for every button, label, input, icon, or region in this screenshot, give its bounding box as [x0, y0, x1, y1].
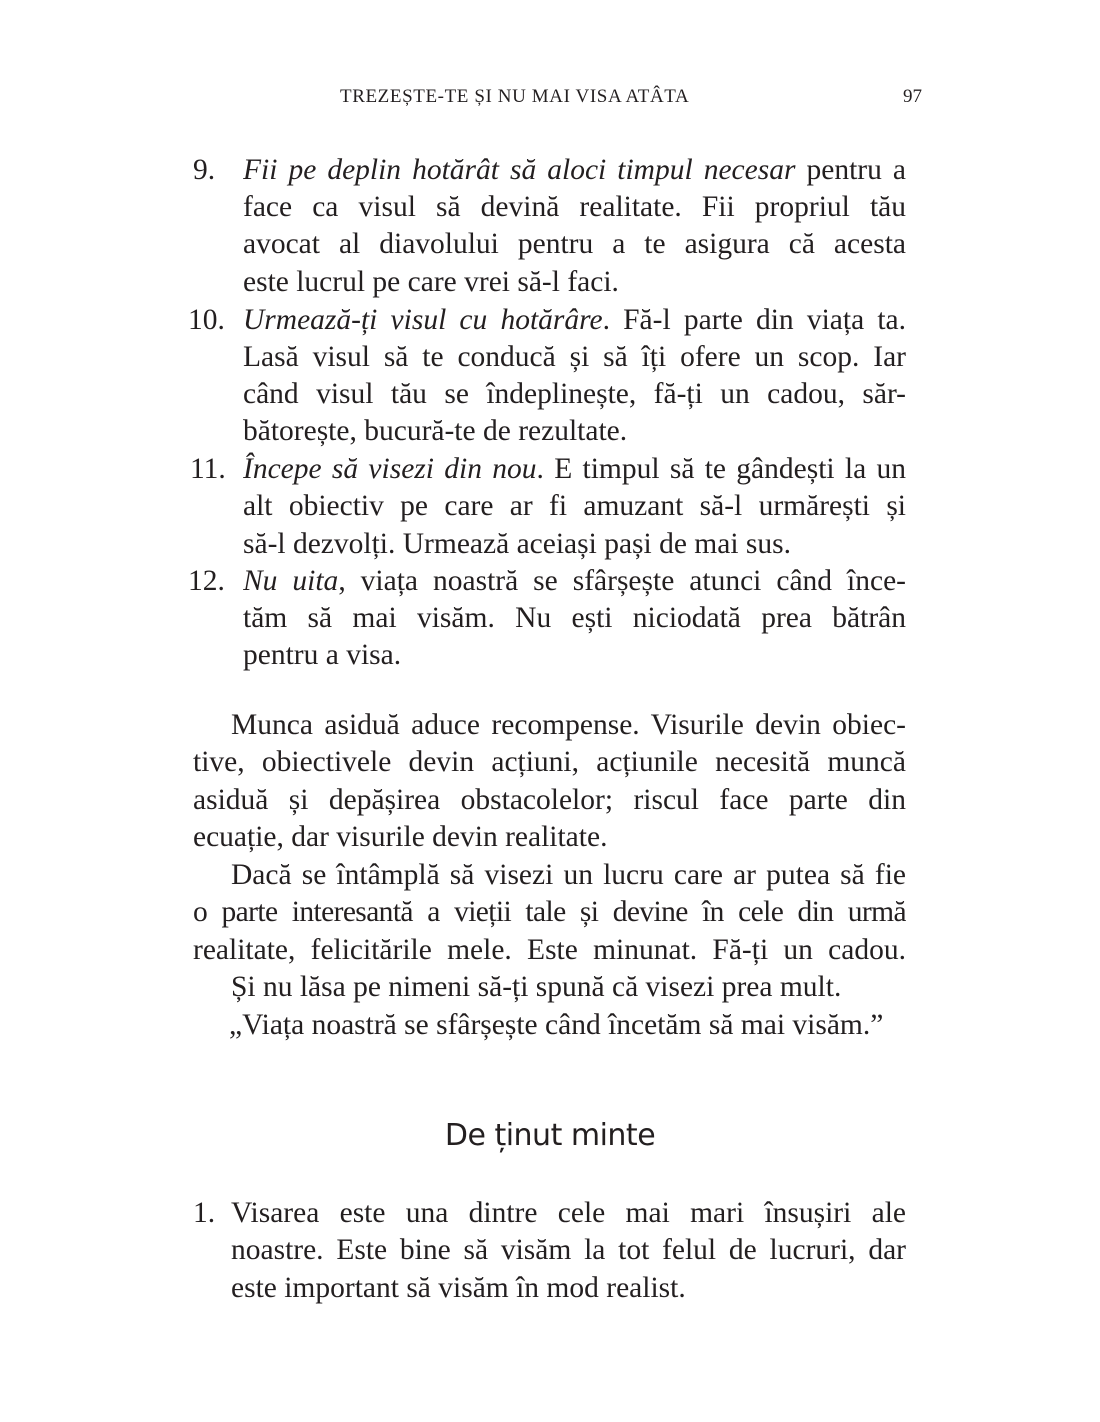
- list-line: [243, 452, 906, 486]
- list-line: tăm să mai visăm. Nu ești niciodată prea bătrân: [243, 602, 906, 634]
- quote-line: „Viața noastră se sfârșește când încetăm să mai visăm.”: [229, 1009, 884, 1041]
- list-number: 11.: [190, 453, 226, 485]
- section-heading: De ținut minte: [444, 1118, 656, 1153]
- list-line: Lasă visul să te conducă și să îți ofere un scop. Iar: [243, 341, 906, 373]
- list-line: este lucrul pe care vrei să-l faci.: [243, 266, 619, 298]
- line-text: . E timpul să te gândești la un: [536, 453, 906, 485]
- list-line: este important să visăm în mod realist.: [231, 1272, 686, 1304]
- paragraph-line: realitate, felicitările mele. Este minunat. Fă-ți un cadou.: [193, 934, 906, 966]
- paragraph-line: ecuație, dar visurile devin realitate.: [193, 821, 608, 853]
- line-text: , viața noastră se sfârșește atunci când înce-: [338, 565, 906, 597]
- list-number: 1.: [193, 1197, 216, 1229]
- page-number: 97: [903, 86, 922, 107]
- paragraph-line: asiduă și depășirea obstacolelor; riscul face parte din: [193, 784, 906, 816]
- list-number: 9.: [193, 154, 216, 186]
- list-line: [243, 303, 906, 337]
- list-line: avocat al diavolului pentru a te asigura că acesta: [243, 228, 906, 260]
- list-line: să-l dezvolți. Urmează aceiași pași de mai sus.: [243, 528, 791, 560]
- list-line: [243, 564, 906, 598]
- line-text: pentru a: [795, 154, 906, 186]
- list-number: 10.: [188, 304, 225, 336]
- emphasis-text: Urmează-ți visul cu hotărâre: [243, 304, 603, 336]
- emphasis-text: Fii pe deplin hotărât să aloci timpul necesar: [243, 154, 796, 186]
- list-line: Visarea este una dintre cele mai mari însușiri ale: [231, 1197, 906, 1229]
- paragraph-line: Și nu lăsa pe nimeni să-ți spună că visezi prea mult.: [231, 971, 842, 1003]
- paragraph-line: Munca asiduă aduce recompense. Visurile devin obiec-: [231, 709, 906, 741]
- emphasis-text: Nu uita: [243, 565, 339, 597]
- list-number: 12.: [188, 565, 225, 597]
- running-header: TREZEȘTE-TE ȘI NU MAI VISA ATÂTA: [340, 86, 690, 107]
- list-line: pentru a visa.: [243, 639, 402, 671]
- emphasis-text: Începe să visezi din nou: [243, 453, 537, 485]
- list-line: bătorește, bucură-te de rezultate.: [243, 415, 628, 447]
- line-text: . Fă-l parte din viața ta.: [602, 304, 906, 336]
- paragraph-line: Dacă se întâmplă să visezi un lucru care ar putea să fie: [231, 859, 906, 891]
- list-line: [243, 153, 906, 187]
- paragraph-line: tive, obiectivele devin acțiuni, acțiunile necesită muncă: [193, 746, 906, 778]
- list-line: face ca visul să devină realitate. Fii propriul tău: [243, 191, 906, 223]
- list-line: noastre. Este bine să visăm la tot felul de lucruri, dar: [231, 1234, 906, 1266]
- list-line: când visul tău se îndeplinește, fă-ți un cadou, săr-: [243, 378, 906, 410]
- list-line: alt obiectiv pe care ar fi amuzant să-l urmărești și: [243, 490, 906, 522]
- paragraph-line: o parte interesantă a vieții tale și devine în cele din urmă: [193, 896, 906, 928]
